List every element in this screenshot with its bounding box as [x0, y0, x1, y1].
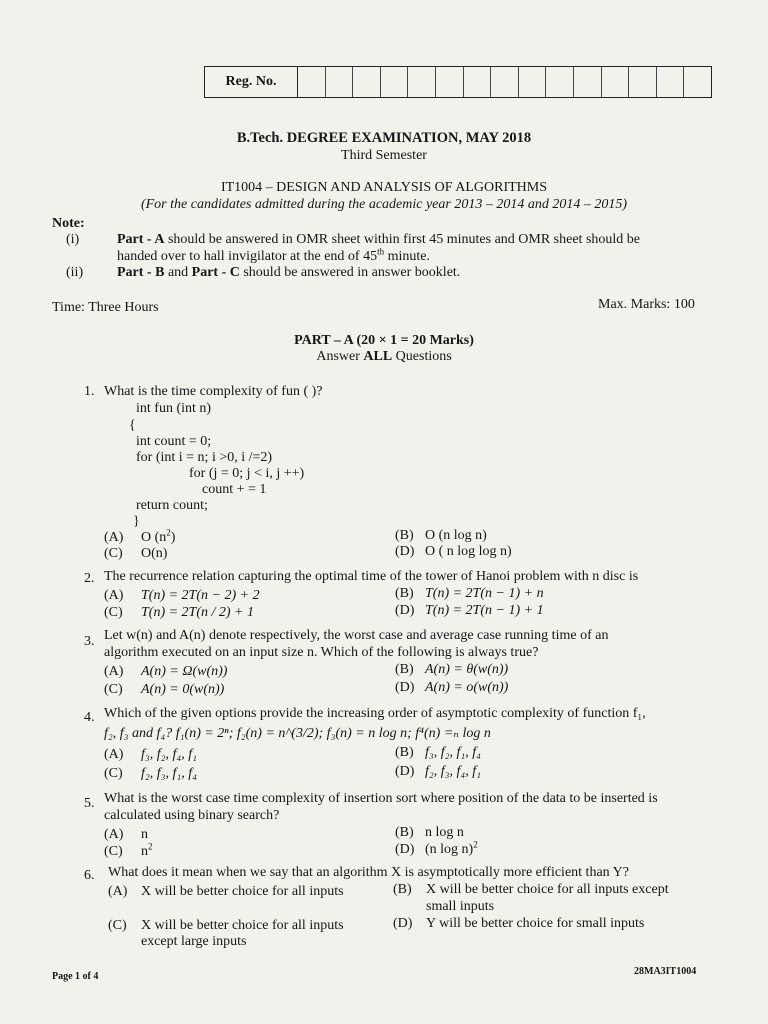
part-a-title: PART – A (20 × 1 = 20 Marks) — [294, 333, 474, 348]
option-text: T(n) = 2T(n − 1) + n — [425, 586, 544, 601]
code-line: for (j = 0; j < i, j ++) — [189, 466, 305, 481]
code-line: count + = 1 — [202, 482, 267, 497]
reg-cell — [353, 67, 381, 97]
option-label: (C) — [104, 766, 123, 781]
option-label: (C) — [108, 918, 127, 933]
degree-title: B.Tech. DEGREE EXAMINATION, MAY 2018 — [236, 130, 532, 146]
reg-cell — [408, 67, 436, 97]
option-text: f₂, f₃, f₁, f₄ — [141, 766, 198, 781]
reg-cell — [436, 67, 464, 97]
option-label: (B) — [395, 662, 414, 677]
question-number: 6. — [84, 868, 95, 883]
option-label: (A) — [104, 827, 124, 842]
option-text: except large inputs — [141, 934, 247, 949]
reg-cell — [491, 67, 519, 97]
reg-cell — [519, 67, 547, 97]
page-number: Page 1 of 4 — [52, 971, 99, 982]
option-text: A(n) = Ω(w(n)) — [141, 664, 228, 679]
reg-cell — [574, 67, 602, 97]
code-line: for (int i = n; i >0, i /=2) — [136, 450, 273, 465]
option-label: (A) — [104, 747, 124, 762]
code-line: return count; — [136, 498, 208, 513]
code-line: int fun (int n) — [136, 401, 212, 416]
option-label: (B) — [393, 882, 412, 897]
option-text: T(n) = 2T(n / 2) + 1 — [141, 605, 255, 620]
part-a-instructions: Answer ALL Questions — [316, 349, 452, 364]
option-text: $n^2$ — [141, 841, 153, 859]
question-text: What is the time complexity of fun ( )? — [104, 384, 323, 399]
option-text: small inputs — [426, 899, 495, 914]
option-label: (A) — [104, 588, 124, 603]
reg-cell — [629, 67, 657, 97]
reg-cell — [602, 67, 630, 97]
option-text: A(n) = θ(w(n)) — [425, 662, 509, 677]
option-text: n — [141, 827, 148, 842]
question-text: Let w(n) and A(n) denote respectively, the worst case and average case running time of an — [104, 628, 609, 643]
question-text: algorithm executed on an input size n. Which of the following is always true? — [104, 645, 539, 660]
option-text: O (n log n) — [425, 528, 487, 543]
reg-cell — [298, 67, 326, 97]
option-label: (D) — [393, 916, 413, 931]
max-marks: Max. Marks: 100 — [598, 297, 695, 312]
option-label: (D) — [395, 764, 415, 779]
note-heading: Note: — [52, 216, 85, 231]
option-text: A(n) = 0(w(n)) — [141, 682, 225, 697]
reg-cell — [381, 67, 409, 97]
option-label: (B) — [395, 825, 414, 840]
question-number: 2. — [84, 571, 95, 586]
question-number: 1. — [84, 384, 95, 399]
question-text: Which of the given options provide the increasing order of asymptotic complexity of function f₁, — [104, 706, 646, 721]
code-line: int count = 0; — [136, 434, 212, 449]
reg-cell — [684, 67, 711, 97]
code-line: } — [133, 514, 140, 529]
option-text: n log n — [425, 825, 464, 840]
question-number: 3. — [84, 634, 95, 649]
reg-cell — [546, 67, 574, 97]
question-text: calculated using binary search? — [104, 808, 280, 823]
option-text: (n log n)$^2$ — [425, 839, 478, 857]
option-label: (D) — [395, 842, 415, 857]
question-text: What is the worst case time complexity of insertion sort where position of the data to be inserted is — [104, 791, 658, 806]
option-text: T(n) = 2T(n − 2) + 2 — [141, 588, 260, 603]
option-text: f₂, f₃, f₄, f₁ — [425, 764, 482, 779]
option-label: (D) — [395, 680, 415, 695]
reg-cell — [464, 67, 492, 97]
course-title: IT1004 – DESIGN AND ANALYSIS OF ALGORITHMS — [220, 180, 548, 195]
note-num: (i) — [66, 232, 80, 247]
option-label: (C) — [104, 682, 123, 697]
option-label: (A) — [108, 884, 128, 899]
question-text: What does it mean when we say that an algorithm X is asymptotically more efficient than Y? — [108, 865, 629, 880]
option-label: (C) — [104, 605, 123, 620]
option-text: O $(n^2)$ — [141, 527, 176, 545]
option-label: (C) — [104, 546, 123, 561]
option-label: (A) — [104, 664, 124, 679]
option-label: (B) — [395, 745, 414, 760]
question-number: 5. — [84, 796, 95, 811]
option-text: X will be better choice for all inputs — [141, 884, 344, 899]
question-number: 4. — [84, 710, 95, 725]
note-text: Part - A should be answered in OMR sheet within first 45 minutes and OMR sheet should be — [117, 232, 640, 247]
option-text: A(n) = o(w(n)) — [425, 680, 509, 695]
semester: Third Semester — [341, 148, 427, 163]
option-label: (C) — [104, 844, 123, 859]
note-text: handed over to hall invigilator at the end of 45th minute. — [117, 246, 430, 264]
question-text: The recurrence relation capturing the optimal time of the tower of Hanoi problem with n disc is — [104, 569, 639, 584]
option-label: (D) — [395, 544, 415, 559]
reg-cell — [657, 67, 685, 97]
reg-no-box — [204, 66, 712, 98]
option-text: T(n) = 2T(n − 1) + 1 — [425, 603, 544, 618]
option-label: (B) — [395, 586, 414, 601]
option-text: X will be better choice for all inputs except — [426, 882, 669, 897]
option-text: Y will be better choice for small inputs — [426, 916, 645, 931]
exam-time: Time: Three Hours — [52, 300, 159, 315]
option-text: X will be better choice for all inputs — [141, 918, 344, 933]
option-text: f₃, f₂, f₄, f₁ — [141, 747, 198, 762]
option-label: (D) — [395, 603, 415, 618]
paper-code: 28MA3IT1004 — [634, 966, 697, 977]
eligibility-note: (For the candidates admitted during the academic year 2013 – 2014 and 2014 – 2015) — [140, 197, 628, 212]
option-text: O(n) — [141, 546, 168, 561]
reg-no-label: Reg. No. — [205, 67, 298, 97]
reg-cell — [326, 67, 354, 97]
option-text: f₃, f₂, f₁, f₄ — [425, 745, 482, 760]
option-label: (A) — [104, 530, 124, 545]
note-num: (ii) — [66, 265, 84, 280]
option-text: O ( n log log n) — [425, 544, 512, 559]
question-text: f₂, f₃ and f₄? f₁(n) = 2ⁿ; f₂(n) = n^(3/2); f₃(n) = n log n; f⁴(n) =ₙ log n — [104, 726, 491, 741]
note-text: Part - B and Part - C should be answered in answer booklet. — [117, 265, 461, 280]
option-label: (B) — [395, 528, 414, 543]
code-line: { — [129, 418, 136, 433]
